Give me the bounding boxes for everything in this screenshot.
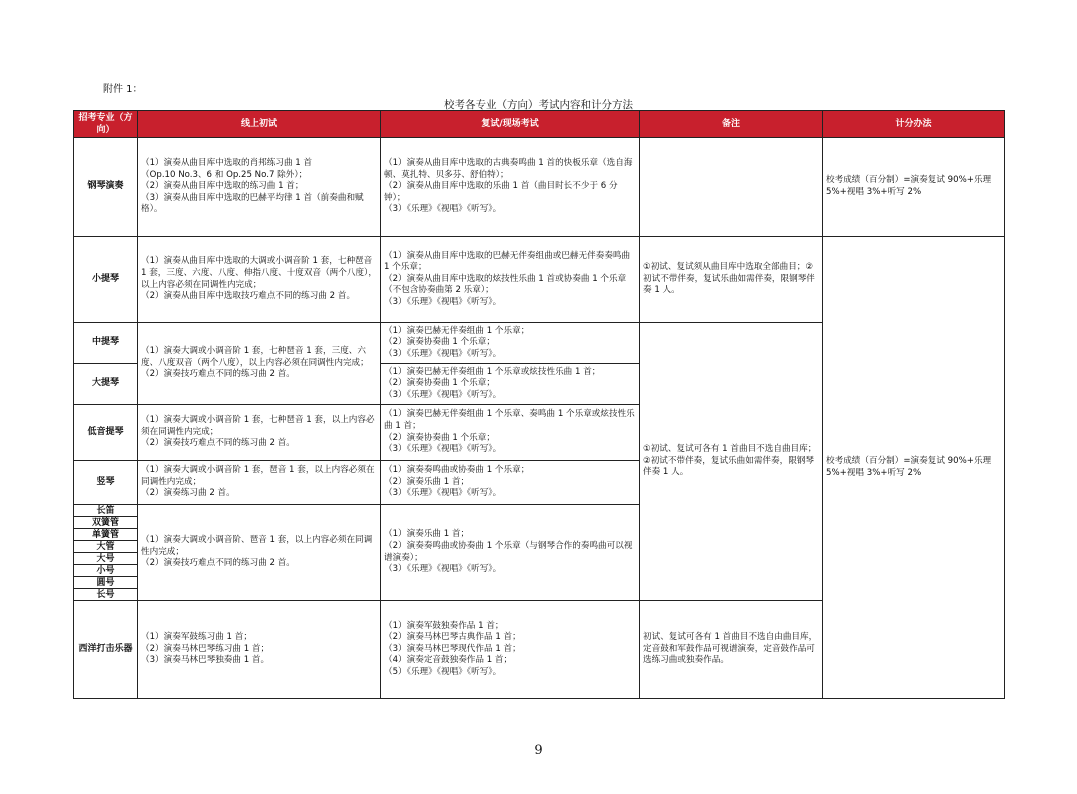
major-clarinet: 单簧管: [74, 529, 138, 541]
major-trumpet: 小号: [74, 565, 138, 577]
list-item: （3）《乐理》《视唱》《听写》。: [384, 564, 502, 575]
major-piano: 钢琴演奏: [74, 138, 138, 237]
bass-retest: [381, 405, 640, 461]
list-item: （4）演奏定音鼓独奏作品 1 首；: [384, 655, 513, 666]
cello-retest: [381, 364, 640, 405]
list-item: （3）演奏从曲目库中选取的巴赫平均律 1 首（前奏曲和赋格）。: [141, 192, 364, 215]
list-item: （1）演奏军鼓练习曲 1 首；: [141, 632, 252, 643]
piano-retest: [381, 138, 640, 237]
major-bassoon: 大管: [74, 541, 138, 553]
list-item: （1）演奏从曲目库中选取的古典奏鸣曲 1 首的快板乐章（选自海顿、莫扎特、贝多芬、舒伯特）；: [384, 158, 633, 180]
list-item: （2）演奏从曲目库中选取的炫技性乐曲 1 首或协奏曲 1 个乐章（不包含协奏曲第 2 乐章）；: [384, 273, 627, 296]
list-item: （1）演奏奏鸣曲或协奏曲 1 个乐章；: [384, 465, 530, 476]
list-item: （1）演奏从曲目库中选取的巴赫无伴奏组曲或巴赫无伴奏奏鸣曲 1 个乐章；: [384, 250, 631, 273]
winds-retest: [381, 505, 640, 601]
list-item: （3）《乐理》《视唱》《听写》。: [384, 389, 502, 400]
list-item: （2）演奏协奏曲 1 个乐章；: [384, 337, 495, 348]
table-row-violin: [74, 237, 1005, 323]
list-item: （1）演奏巴赫无伴奏组曲 1 个乐章或炫技性乐曲 1 首；: [384, 366, 601, 377]
list-item: （2）演奏技巧难点不同的练习曲 2 首。: [141, 369, 295, 380]
violin-retest: [381, 237, 640, 323]
page-number: 9: [534, 743, 543, 758]
list-item: （3）《乐理》《视唱》《听写》。: [384, 204, 502, 215]
list-item: （3）演奏马林巴琴现代作品 1 首；: [384, 643, 521, 654]
bass-online: [138, 405, 381, 461]
percussion-online: [138, 601, 381, 699]
piano-note: [640, 138, 823, 237]
list-item: （2）演奏乐曲 1 首；: [384, 476, 470, 487]
percussion-retest: [381, 601, 640, 699]
major-viola: 中提琴: [74, 323, 138, 364]
major-flute: 长笛: [74, 505, 138, 517]
major-harp: 竖琴: [74, 461, 138, 505]
exam-content-table: [73, 110, 1005, 699]
header-online: 线上初试: [138, 111, 381, 138]
list-item: （1）演奏大调或小调音阶 1 套，琶音 1 套，以上内容必须在同调性内完成；: [141, 465, 375, 487]
list-item: （2）演奏从曲目库中选取的乐曲 1 首（曲目时长不少于 6 分钟）；: [384, 181, 618, 203]
violin-note: ①初试、复试须从曲目库中选取全部曲目；②初试不带伴奏，复试乐曲如需伴奏，限钢琴伴奏 1 人。: [640, 237, 823, 323]
major-bass: 低音提琴: [74, 405, 138, 461]
list-item: （2）演奏协奏曲 1 个乐章；: [384, 432, 495, 443]
list-item: （1）演奏从曲目库中选取的肖邦练习曲 1 首: [141, 158, 313, 169]
list-item: （2）演奏技巧难点不同的练习曲 2 首。: [141, 438, 295, 449]
document-title: 校考各专业（方向）考试内容和计分方法: [444, 99, 633, 111]
percussion-note: 初试、复试可各有 1 首曲目不选自由曲目库，定音鼓和军鼓作品可视谱演奏，定音鼓作品可选练习曲或独奏作品。: [640, 601, 823, 699]
harp-retest: [381, 461, 640, 505]
major-percussion: 西洋打击乐器: [74, 601, 138, 699]
header-scoring: 计分办法: [823, 111, 1005, 138]
major-tuba: 大号: [74, 553, 138, 565]
list-item: （1）演奏巴赫无伴奏组曲 1 个乐章、奏鸣曲 1 个乐章或炫技性乐曲 1 首；: [384, 409, 635, 431]
winds-online: [138, 505, 381, 601]
major-horn: 圆号: [74, 577, 138, 589]
table-header-row: [74, 111, 1005, 138]
list-item: （2）演奏从曲目库中选取的练习曲 1 首；: [141, 181, 304, 192]
list-item: （2）演奏练习曲 2 首。: [141, 488, 235, 499]
list-item: （3）演奏马林巴琴独奏曲 1 首。: [141, 655, 270, 666]
list-item: （1）演奏军鼓独奏作品 1 首；: [384, 620, 504, 631]
list-item: （2）演奏马林巴琴古典作品 1 首；: [384, 632, 521, 643]
violin-online: [138, 237, 381, 323]
list-item: （1）演奏乐曲 1 首；: [384, 529, 470, 540]
major-trombone: 长号: [74, 589, 138, 601]
list-item: （2）演奏从曲目库中选取技巧难点不同的练习曲 2 首。: [141, 291, 356, 302]
list-item: （1）演奏大调或小调音阶 1 套，七种琶音 1 套，三度、六度、八度双音（两个八度），以上内容必须在同调性内完成；: [141, 346, 369, 368]
list-item: （2）演奏协奏曲 1 个乐章；: [384, 378, 495, 389]
header-note: 备注: [640, 111, 823, 138]
attachment-label: 附件 1：: [103, 84, 143, 95]
list-item: （3）《乐理》《视唱》《听写》。: [384, 488, 502, 499]
major-oboe: 双簧管: [74, 517, 138, 529]
header-major: 招考专业（方向）: [74, 111, 138, 138]
list-item: （1）演奏大调或小调音阶 1 套，七种琶音 1 套，以上内容必须在同调性内完成；: [141, 415, 375, 437]
list-item: （1）演奏大调或小调音阶、琶音 1 套，以上内容必须在同调性内完成；: [141, 535, 373, 557]
major-cello: 大提琴: [74, 364, 138, 405]
header-retest: 复试/现场考试: [381, 111, 640, 138]
list-item: （2）演奏奏鸣曲或协奏曲 1 个乐章（与钢琴合作的奏鸣曲可以视谱演奏）；: [384, 540, 633, 563]
viola-retest: [381, 323, 640, 364]
list-item: （3）《乐理》《视唱》《听写》。: [384, 348, 502, 359]
list-item: （3）《乐理》《视唱》《听写》。: [384, 296, 502, 307]
piano-online: [138, 138, 381, 237]
table-row-piano: [74, 138, 1005, 237]
viola-cello-online: [138, 323, 381, 405]
list-item: （5）《乐理》《视唱》《听写》。: [384, 666, 502, 677]
list-item: （2）演奏马林巴琴练习曲 1 首；: [141, 643, 270, 654]
major-violin: 小提琴: [74, 237, 138, 323]
list-item: （Op.10 No.3、6 和 Op.25 No.7 除外）；: [141, 169, 308, 180]
list-item: （3）《乐理》《视唱》《听写》。: [384, 444, 502, 455]
piano-scoring: 校考成绩（百分制）=演奏复试 90%+乐理 5%+视唱 3%+听写 2%: [823, 138, 1005, 237]
strings-scoring: 校考成绩（百分制）=演奏复试 90%+乐理 5%+视唱 3%+听写 2%: [823, 237, 1005, 699]
list-item: （2）演奏技巧难点不同的练习曲 2 首。: [141, 558, 295, 569]
list-item: （1）演奏巴赫无伴奏组曲 1 个乐章；: [384, 325, 530, 336]
list-item: （1）演奏从曲目库中选取的大调或小调音阶 1 套，七种琶音 1 套，三度、六度、八度、伸指八度、十度双音（两个八度），以上内容必须在同调性内完成；: [141, 256, 377, 290]
harp-online: [138, 461, 381, 505]
strings-note: ①初试、复试可各有 1 首曲目不选自曲目库；②初试不带伴奏，复试乐曲如需伴奏，限钢琴伴奏 1 人。: [640, 323, 823, 601]
